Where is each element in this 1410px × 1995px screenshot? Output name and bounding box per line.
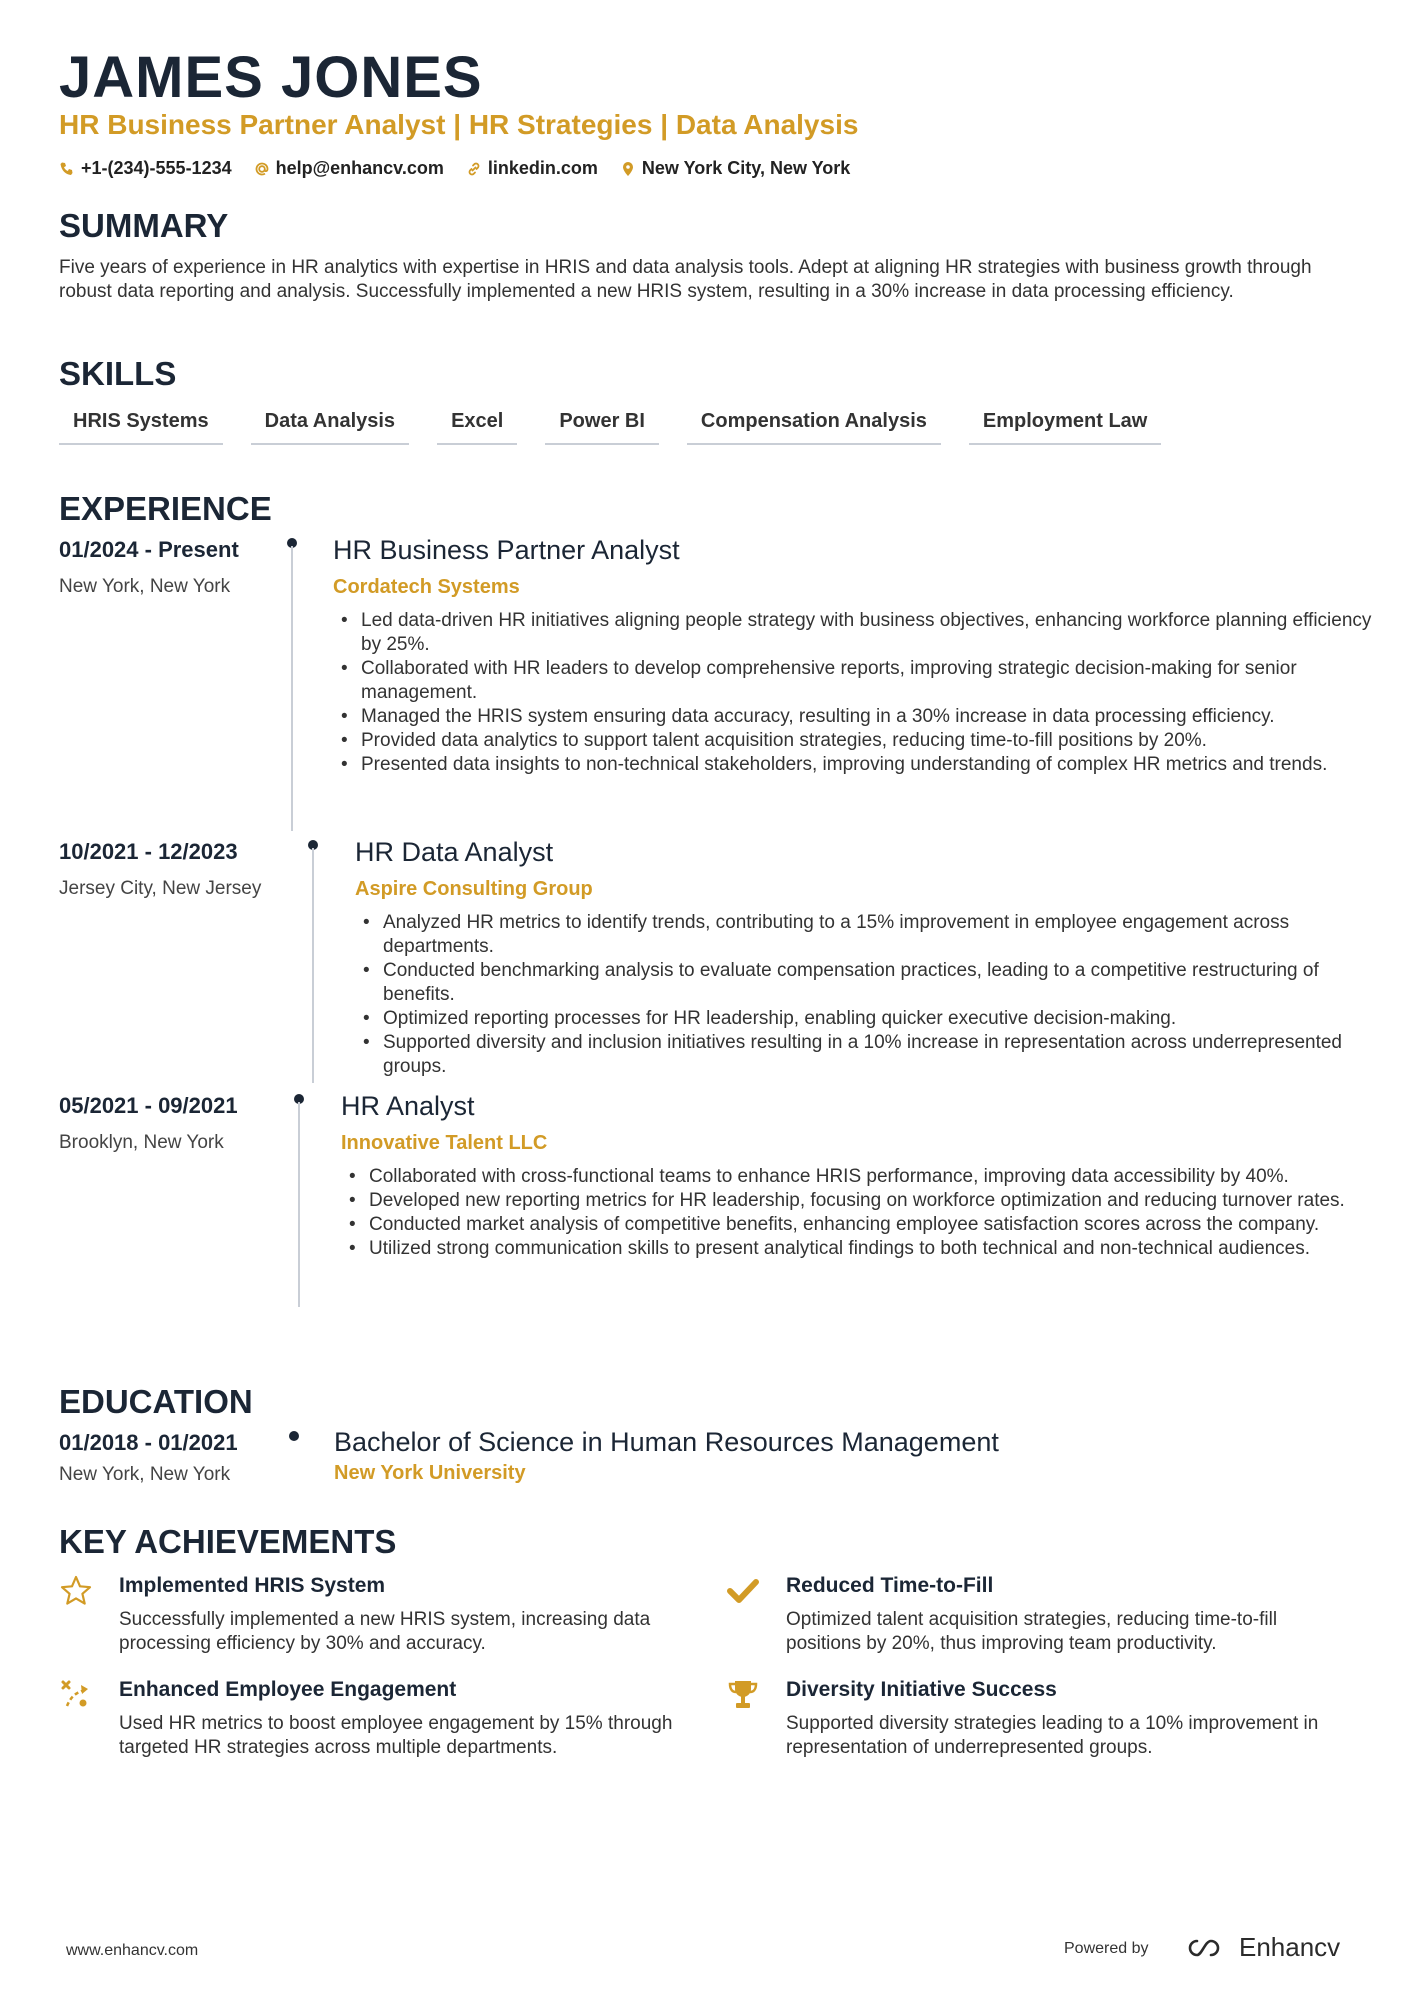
contact-location bbox=[620, 158, 850, 179]
timeline-line bbox=[312, 848, 314, 1083]
strategy-icon bbox=[59, 1678, 93, 1712]
job-bullets bbox=[341, 1165, 1381, 1261]
achievement-title: Diversity Initiative Success bbox=[786, 1678, 1057, 1701]
job-bullet: • Conducted market analysis of competitive benefits, enhancing employee satisfaction scores across the company. bbox=[341, 1213, 1381, 1237]
skill-tag: Power BI bbox=[545, 408, 659, 445]
job-location: Brooklyn, New York bbox=[59, 1132, 224, 1153]
checkmark-icon bbox=[726, 1574, 760, 1608]
skills-list bbox=[59, 408, 1161, 445]
education-school: New York University bbox=[334, 1462, 526, 1484]
contact-location-text: New York City, New York bbox=[641, 158, 851, 178]
achievement-desc: Used HR metrics to boost employee engagement by 15% through targeted HR strategies across multiple departments. bbox=[119, 1713, 673, 1758]
link-icon bbox=[466, 161, 482, 177]
skill-tag: Excel bbox=[437, 408, 517, 445]
skill-tag: HRIS Systems bbox=[59, 408, 223, 445]
enhancv-logo-icon bbox=[1183, 1936, 1229, 1960]
job-meta bbox=[59, 537, 289, 598]
job-meta bbox=[59, 1093, 289, 1154]
education-date: 01/2018 - 01/2021 bbox=[59, 1430, 238, 1455]
at-icon bbox=[254, 161, 270, 177]
timeline-line bbox=[298, 1102, 300, 1307]
job-location: Jersey City, New Jersey bbox=[59, 878, 262, 899]
summary-title: SUMMARY bbox=[59, 207, 229, 244]
achievement-title: Reduced Time-to-Fill bbox=[786, 1574, 994, 1597]
education-degree: Bachelor of Science in Human Resources Management bbox=[334, 1427, 999, 1457]
skill-tag: Data Analysis bbox=[251, 408, 409, 445]
job-bullet: • Utilized strong communication skills to present analytical findings to both technical and non-technical audiences. bbox=[341, 1237, 1381, 1261]
trophy-icon bbox=[726, 1678, 760, 1712]
job-bullet: • Supported diversity and inclusion initiatives resulting in a 10% increase in representation across underrepresented groups. bbox=[355, 1031, 1395, 1079]
skill-tag: Compensation Analysis bbox=[687, 408, 941, 445]
contact-linkedin-text: linkedin.com bbox=[487, 158, 598, 178]
footer-brand-name: Enhancv bbox=[1239, 1932, 1341, 1962]
job-bullet: • Led data-driven HR initiatives aligning people strategy with business objectives, enhancing workforce planning efficiency by 25%. bbox=[333, 609, 1373, 657]
job-date: 05/2021 - 09/2021 bbox=[59, 1093, 238, 1118]
job-meta bbox=[59, 839, 289, 900]
achievement-desc: Successfully implemented a new HRIS system, increasing data processing efficiency by 30% and accuracy. bbox=[119, 1609, 651, 1654]
education-entry bbox=[334, 1427, 1374, 1485]
skills-title: SKILLS bbox=[59, 355, 177, 392]
location-pin-icon bbox=[620, 161, 636, 177]
job-bullet: • Managed the HRIS system ensuring data accuracy, resulting in a 30% increase in data processing efficiency. bbox=[333, 705, 1373, 729]
achievements-title: KEY ACHIEVEMENTS bbox=[59, 1523, 397, 1560]
job-title: HR Analyst bbox=[341, 1091, 475, 1121]
experience-title: EXPERIENCE bbox=[59, 490, 272, 527]
job-bullet: • Presented data insights to non-technical stakeholders, improving understanding of complex HR metrics and trends. bbox=[333, 753, 1373, 777]
job-bullet: • Collaborated with cross-functional teams to enhance HRIS performance, improving data accessibility by 40%. bbox=[341, 1165, 1381, 1189]
contact-bar bbox=[59, 158, 850, 179]
job-entry bbox=[333, 535, 1373, 777]
job-bullet: • Optimized reporting processes for HR leadership, enabling quicker executive decision-making. bbox=[355, 1007, 1395, 1031]
star-icon bbox=[59, 1574, 93, 1608]
headline: HR Business Partner Analyst | HR Strategies | Data Analysis bbox=[59, 109, 859, 140]
achievement-desc: Supported diversity strategies leading to a 10% improvement in representation of underrepresented groups. bbox=[786, 1713, 1319, 1758]
job-company: Aspire Consulting Group bbox=[355, 878, 593, 900]
job-bullets bbox=[355, 911, 1395, 1079]
job-entry bbox=[341, 1091, 1381, 1261]
job-entry bbox=[355, 837, 1395, 1079]
education-meta bbox=[59, 1430, 289, 1486]
job-bullet: • Provided data analytics to support talent acquisition strategies, reducing time-to-fill positions by 20%. bbox=[333, 729, 1373, 753]
footer-powered-by: Powered by bbox=[1064, 1940, 1149, 1957]
achievement-title: Implemented HRIS System bbox=[119, 1574, 386, 1597]
achievement-title: Enhanced Employee Engagement bbox=[119, 1678, 457, 1701]
job-bullet: • Developed new reporting metrics for HR leadership, focusing on workforce optimization and reducing turnover rates. bbox=[341, 1189, 1381, 1213]
phone-icon bbox=[59, 161, 75, 177]
job-bullet: • Collaborated with HR leaders to develop comprehensive reports, improving strategic decision-making for senior management. bbox=[333, 657, 1373, 705]
education-location: New York, New York bbox=[59, 1464, 231, 1485]
job-bullet: • Analyzed HR metrics to identify trends, contributing to a 15% improvement in employee engagement across departments. bbox=[355, 911, 1395, 959]
job-date: 10/2021 - 12/2023 bbox=[59, 839, 238, 864]
job-date: 01/2024 - Present bbox=[59, 537, 239, 562]
contact-phone-text: +1-(234)-555-1234 bbox=[81, 158, 232, 178]
job-bullet: • Conducted benchmarking analysis to evaluate compensation practices, leading to a competitive restructuring of benefits. bbox=[355, 959, 1395, 1007]
contact-email-text: help@enhancv.com bbox=[275, 158, 444, 178]
contact-linkedin[interactable] bbox=[466, 158, 598, 179]
achievement-desc: Optimized talent acquisition strategies, reducing time-to-fill positions by 20%, thus improving team productivity. bbox=[786, 1609, 1278, 1654]
footer-brand-logo[interactable] bbox=[1183, 1932, 1340, 1963]
summary-text: Five years of experience in HR analytics with expertise in HRIS and data analysis tools. Adept at aligning HR strategies with business growth through robust data reporting and analysis. Successfully implemented a new HRIS system, resulting in a 30% increase in data processing efficiency. bbox=[59, 257, 1312, 302]
contact-email[interactable] bbox=[254, 158, 444, 179]
job-company: Cordatech Systems bbox=[333, 576, 520, 598]
job-title: HR Business Partner Analyst bbox=[333, 535, 680, 565]
timeline-line bbox=[291, 546, 293, 831]
job-title: HR Data Analyst bbox=[355, 837, 554, 867]
skill-tag: Employment Law bbox=[969, 408, 1161, 445]
education-title: EDUCATION bbox=[59, 1383, 253, 1420]
contact-phone[interactable] bbox=[59, 158, 232, 179]
job-bullets bbox=[333, 609, 1373, 777]
job-company: Innovative Talent LLC bbox=[341, 1132, 548, 1154]
footer-site-link[interactable]: www.enhancv.com bbox=[66, 1942, 199, 1959]
candidate-name: JAMES JONES bbox=[59, 45, 483, 110]
timeline-dot bbox=[289, 1431, 299, 1441]
job-location: New York, New York bbox=[59, 576, 231, 597]
